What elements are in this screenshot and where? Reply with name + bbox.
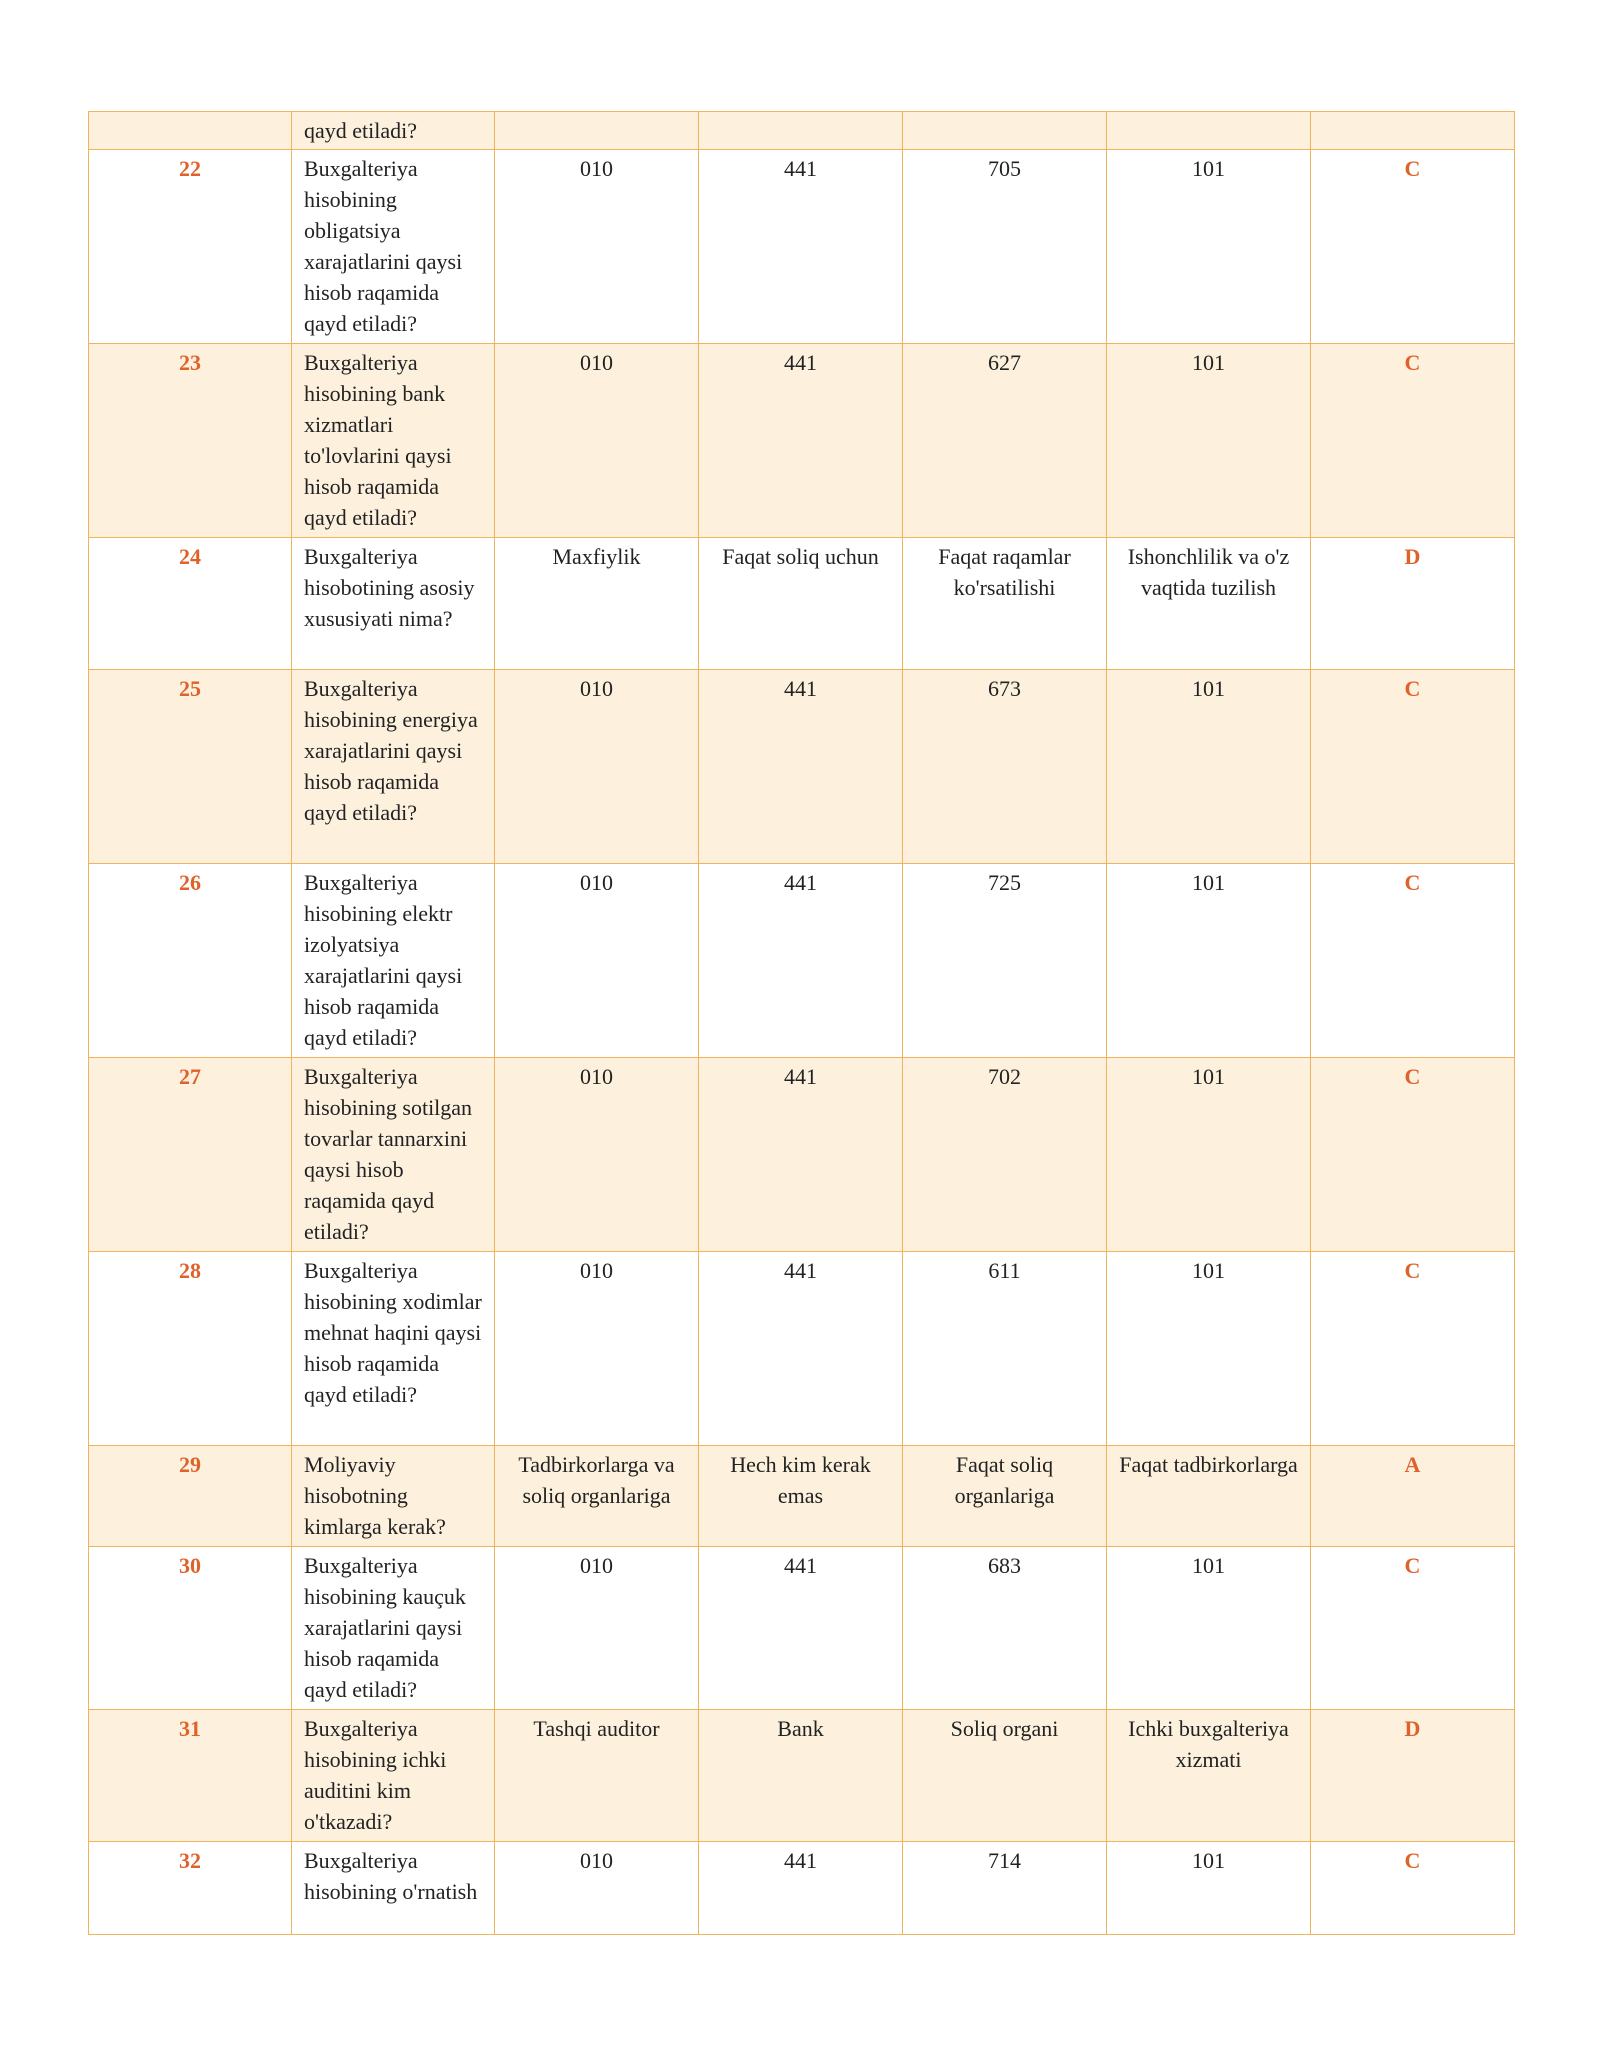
question-text: Buxgalteriya hisobotining asosiy xususiyati nima? [292, 538, 495, 670]
question-number: 23 [89, 344, 292, 538]
option-c: 627 [903, 344, 1107, 538]
option-a: 010 [495, 1058, 699, 1252]
question-number [89, 112, 292, 150]
question-text: Buxgalteriya hisobining sotilgan tovarlar tannarxini qaysi hisob raqamida qayd etiladi? [292, 1058, 495, 1252]
option-c: 611 [903, 1252, 1107, 1446]
option-c: 702 [903, 1058, 1107, 1252]
question-number: 24 [89, 538, 292, 670]
option-b: 441 [699, 1842, 903, 1935]
question-number: 28 [89, 1252, 292, 1446]
table-row [89, 1842, 1515, 1935]
table-row [89, 1710, 1515, 1842]
question-text: qayd etiladi? [292, 112, 495, 150]
question-number: 26 [89, 864, 292, 1058]
quiz-table [88, 111, 1515, 1935]
option-d: Ishonchlilik va o'z vaqtida tuzilish [1107, 538, 1311, 670]
question-text: Buxgalteriya hisobining kauçuk xarajatlarini qaysi hisob raqamida qayd etiladi? [292, 1547, 495, 1710]
question-text: Buxgalteriya hisobining bank xizmatlari to'lovlarini qaysi hisob raqamida qayd etiladi? [292, 344, 495, 538]
option-b: 441 [699, 1547, 903, 1710]
option-b: 441 [699, 1252, 903, 1446]
option-a: 010 [495, 344, 699, 538]
correct-answer: C [1311, 1842, 1515, 1935]
option-c: 673 [903, 670, 1107, 864]
table-row [89, 1058, 1515, 1252]
correct-answer: A [1311, 1446, 1515, 1547]
option-a: Tadbirkorlarga va soliq organlariga [495, 1446, 699, 1547]
table-row [89, 1252, 1515, 1446]
option-c [903, 112, 1107, 150]
table-row [89, 864, 1515, 1058]
option-b: Hech kim kerak emas [699, 1446, 903, 1547]
option-a [495, 112, 699, 150]
option-c: 725 [903, 864, 1107, 1058]
question-number: 29 [89, 1446, 292, 1547]
correct-answer: C [1311, 670, 1515, 864]
quiz-table-body [89, 112, 1515, 1935]
option-a: 010 [495, 150, 699, 344]
question-text: Moliyaviy hisobotning kimlarga kerak? [292, 1446, 495, 1547]
correct-answer: C [1311, 1547, 1515, 1710]
table-row [89, 112, 1515, 150]
correct-answer: D [1311, 538, 1515, 670]
option-a: 010 [495, 1547, 699, 1710]
option-a: 010 [495, 1252, 699, 1446]
option-d: 101 [1107, 1058, 1311, 1252]
question-text: Buxgalteriya hisobining o'rnatish [292, 1842, 495, 1935]
option-b: 441 [699, 864, 903, 1058]
option-b: 441 [699, 344, 903, 538]
option-a: 010 [495, 670, 699, 864]
option-b [699, 112, 903, 150]
question-number: 32 [89, 1842, 292, 1935]
option-d: 101 [1107, 670, 1311, 864]
option-d: 101 [1107, 150, 1311, 344]
table-row [89, 670, 1515, 864]
option-d: 101 [1107, 1252, 1311, 1446]
correct-answer: C [1311, 344, 1515, 538]
correct-answer [1311, 112, 1515, 150]
correct-answer: C [1311, 1058, 1515, 1252]
option-d: Faqat tadbirkorlarga [1107, 1446, 1311, 1547]
question-text: Buxgalteriya hisobining elektr izolyatsiya xarajatlarini qaysi hisob raqamida qayd etiladi? [292, 864, 495, 1058]
question-text: Buxgalteriya hisobining energiya xarajatlarini qaysi hisob raqamida qayd etiladi? [292, 670, 495, 864]
question-number: 31 [89, 1710, 292, 1842]
option-b: 441 [699, 670, 903, 864]
option-c: 683 [903, 1547, 1107, 1710]
option-c: 705 [903, 150, 1107, 344]
option-c: Faqat soliq organlariga [903, 1446, 1107, 1547]
option-d: 101 [1107, 344, 1311, 538]
option-d [1107, 112, 1311, 150]
question-number: 27 [89, 1058, 292, 1252]
correct-answer: D [1311, 1710, 1515, 1842]
option-c: 714 [903, 1842, 1107, 1935]
table-row [89, 1547, 1515, 1710]
option-b: Faqat soliq uchun [699, 538, 903, 670]
option-c: Faqat raqamlar ko'rsatilishi [903, 538, 1107, 670]
question-number: 22 [89, 150, 292, 344]
question-text: Buxgalteriya hisobining ichki auditini kim o'tkazadi? [292, 1710, 495, 1842]
option-b: Bank [699, 1710, 903, 1842]
table-row [89, 150, 1515, 344]
table-row [89, 344, 1515, 538]
option-a: 010 [495, 864, 699, 1058]
table-row [89, 538, 1515, 670]
question-number: 30 [89, 1547, 292, 1710]
correct-answer: C [1311, 150, 1515, 344]
option-c: Soliq organi [903, 1710, 1107, 1842]
correct-answer: C [1311, 864, 1515, 1058]
option-a: Maxfiylik [495, 538, 699, 670]
option-a: Tashqi auditor [495, 1710, 699, 1842]
option-a: 010 [495, 1842, 699, 1935]
option-d: 101 [1107, 864, 1311, 1058]
option-b: 441 [699, 150, 903, 344]
table-row [89, 1446, 1515, 1547]
question-number: 25 [89, 670, 292, 864]
option-d: 101 [1107, 1547, 1311, 1710]
option-d: 101 [1107, 1842, 1311, 1935]
option-d: Ichki buxgalteriya xizmati [1107, 1710, 1311, 1842]
option-b: 441 [699, 1058, 903, 1252]
question-text: Buxgalteriya hisobining obligatsiya xarajatlarini qaysi hisob raqamida qayd etiladi? [292, 150, 495, 344]
correct-answer: C [1311, 1252, 1515, 1446]
question-text: Buxgalteriya hisobining xodimlar mehnat haqini qaysi hisob raqamida qayd etiladi? [292, 1252, 495, 1446]
